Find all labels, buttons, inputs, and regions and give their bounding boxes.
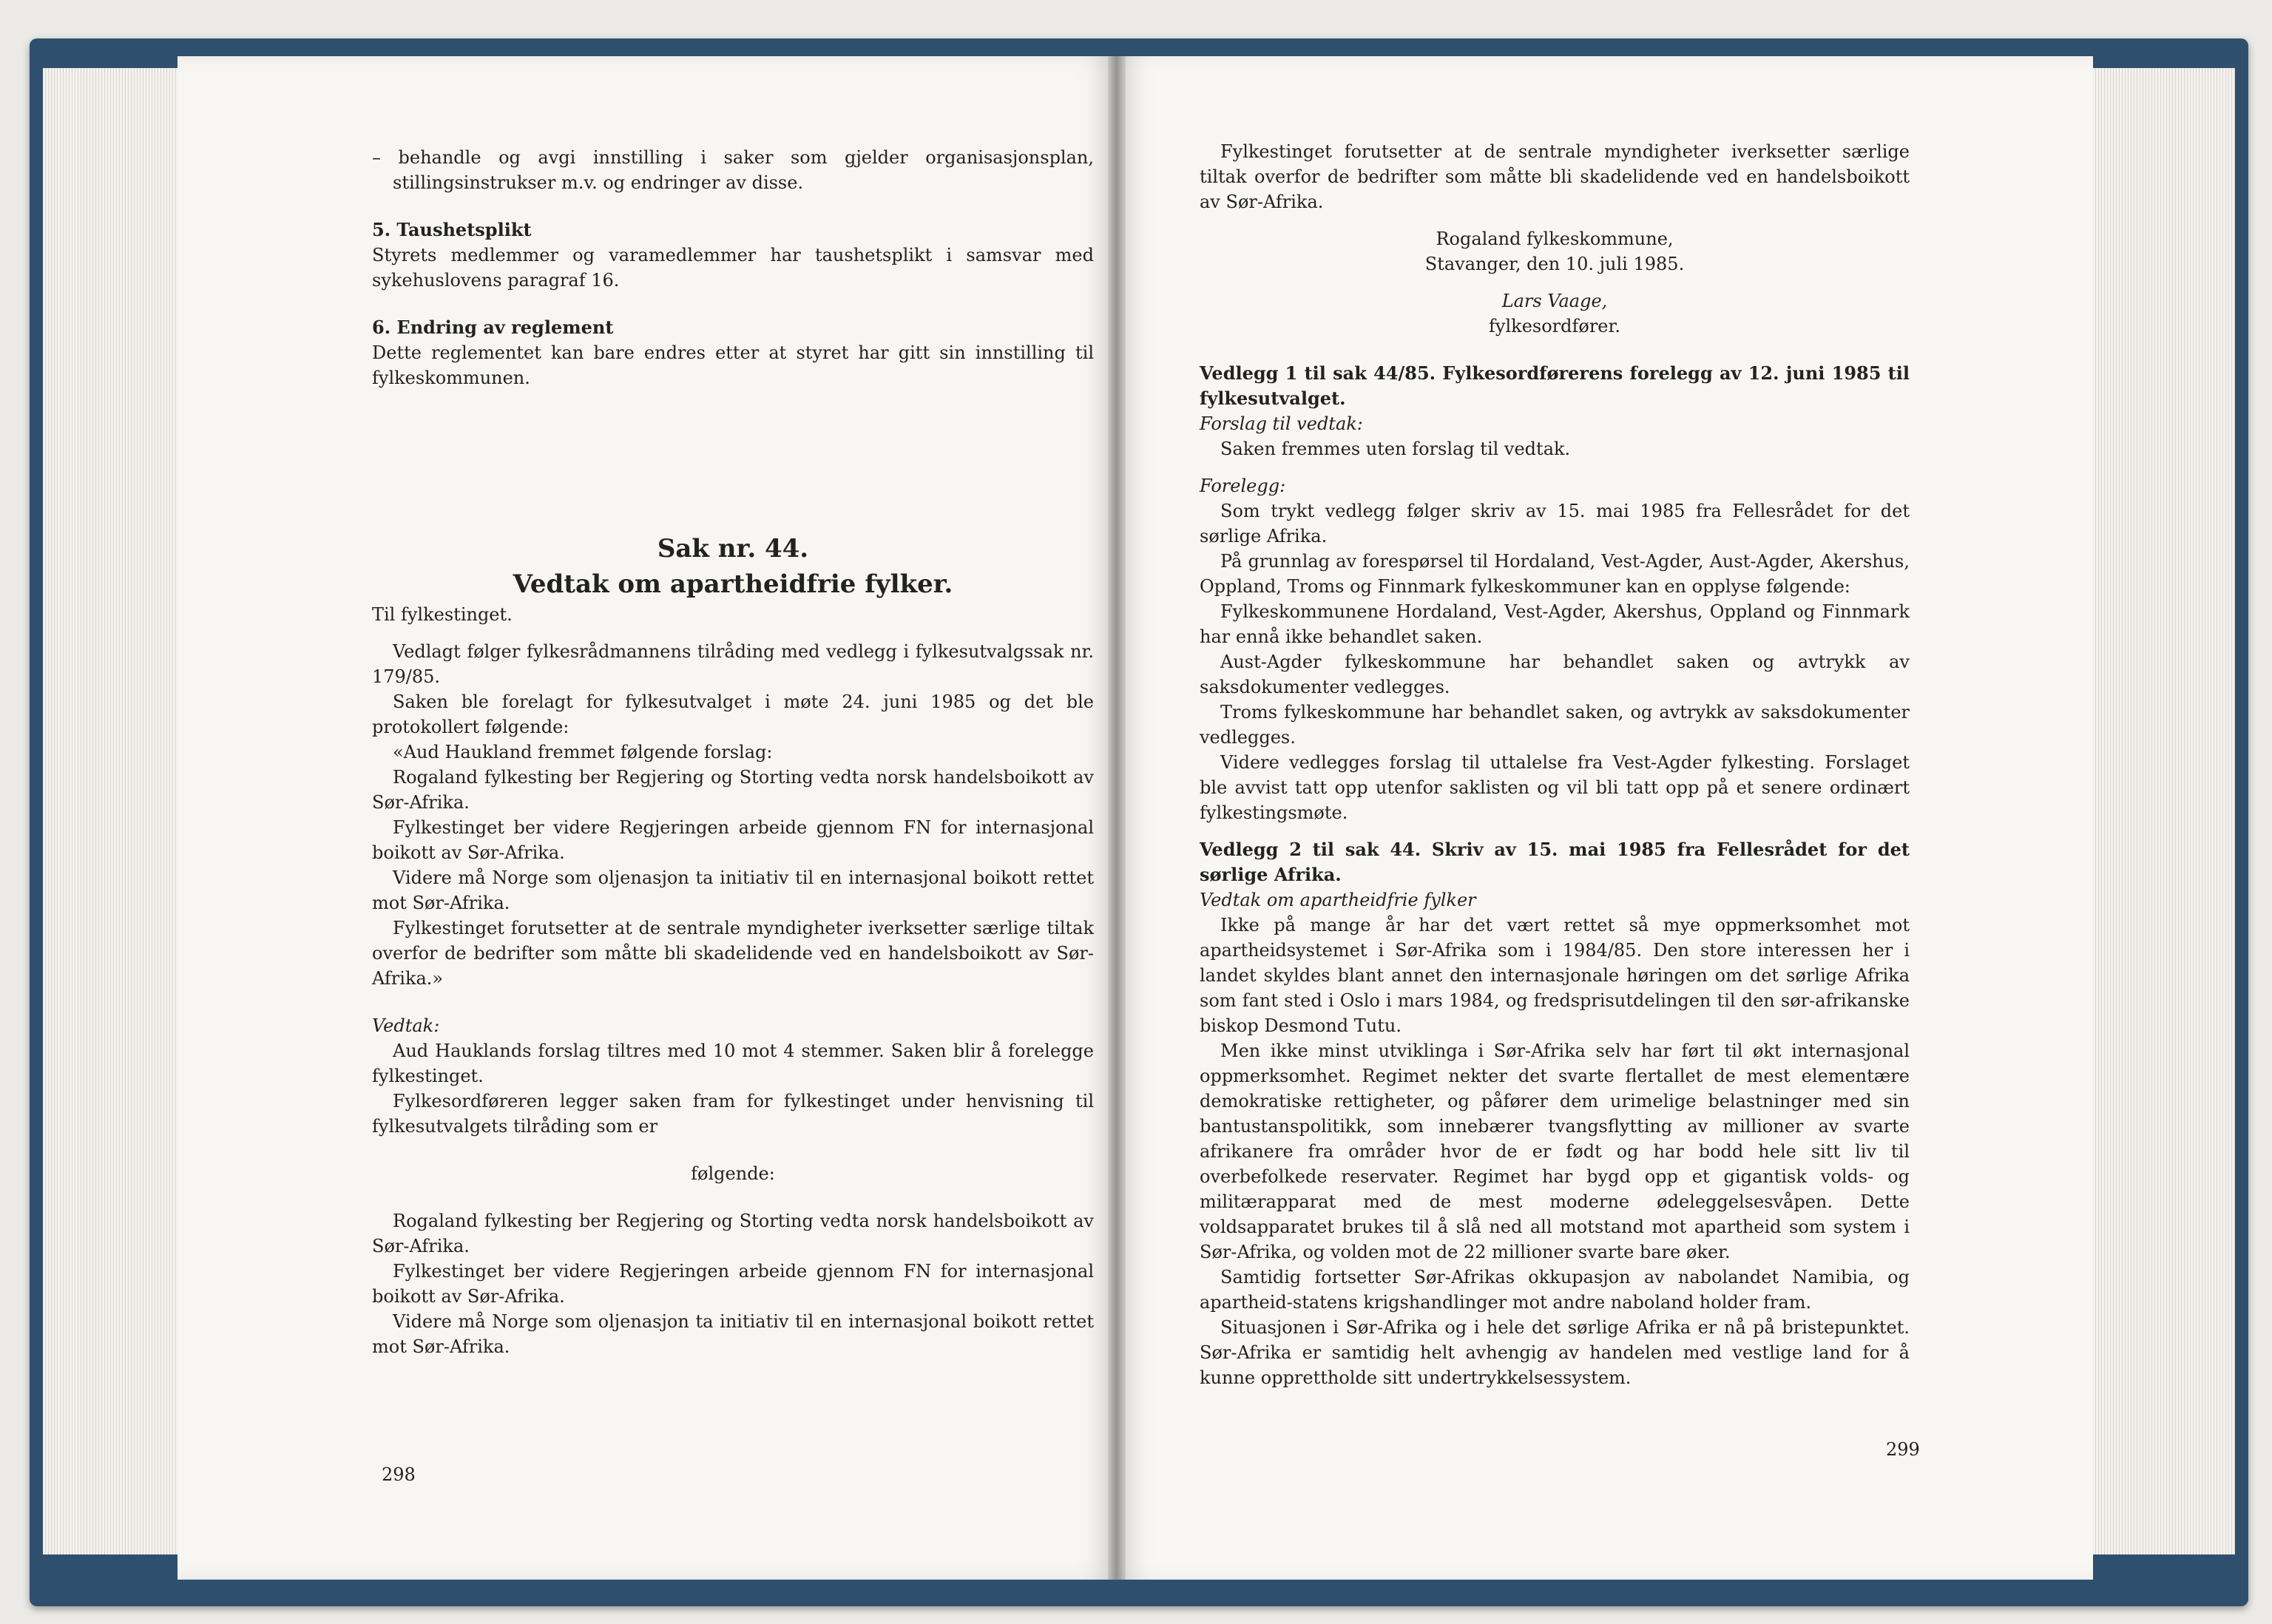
signature-name: Lars Vaage,: [1501, 291, 1608, 311]
paragraph: Videre må Norge som oljenasjon ta initiativ til en internasjonal boikott rettet mot Sør-Afrika.: [372, 867, 1094, 913]
salutation: Til fylkestinget.: [372, 604, 513, 625]
section-heading: 5. Taushetsplikt: [372, 219, 532, 240]
page-edges-left: [43, 68, 191, 1554]
section-heading: 6. Endring av reglement: [372, 317, 614, 338]
signature-place-date: Stavanger, den 10. juli 1985.: [1424, 254, 1685, 274]
paragraph: Samtidig fortsetter Sør-Afrikas okkupasjon av nabolandet Namibia, og apartheid-statens krigshandlinger mot andre naboland holder fram.: [1200, 1267, 1910, 1313]
paragraph: Aust-Agder fylkeskommune har behandlet saken og avtrykk av saksdokumenter vedlegges.: [1200, 652, 1910, 697]
case-subtitle: Vedtak om apartheidfrie fylker.: [513, 569, 953, 599]
paragraph: Saken ble forelagt for fylkesutvalget i møte 24. juni 1985 og det ble protokollert følgende:: [372, 691, 1094, 737]
paragraph: Videre vedlegges forslag til uttalelse fra Vest-Agder fylkesting. Forslaget ble avvist tatt opp utenfor saklisten og vil bli tatt opp på et senere ordinært fylkestingsmøte.: [1200, 752, 1910, 823]
paragraph: «Aud Haukland fremmet følgende forslag:: [393, 742, 773, 762]
paragraph: Fylkestinget forutsetter at de sentrale myndigheter iverksetter særlige tiltak overfor de bedrifter som måtte bli skadelidende ved en handelsboikott av Sør-Afrika.»: [372, 918, 1094, 989]
page-edges-right: [2078, 68, 2235, 1554]
appendix-2-heading: Vedlegg 2 til sak 44. Skriv av 15. mai 1985 fra Fellesrådet for det sørlige Afrika.: [1200, 839, 1910, 885]
paragraph: Vedlagt følger fylkesrådmannens tilråding med vedlegg i fylkesutvalgssak nr. 179/85.: [372, 641, 1094, 687]
paragraph: Rogaland fylkesting ber Regjering og Storting vedta norsk handelsboikott av Sør-Afrika.: [372, 767, 1094, 813]
paragraph: Fylkestinget ber videre Regjeringen arbeide gjennom FN for internasjonal boikott av Sør-Afrika.: [372, 817, 1094, 863]
page-number-right: 299: [1886, 1439, 1920, 1460]
paragraph: Saken fremmes uten forslag til vedtak.: [1220, 439, 1571, 459]
signature-block: [1200, 226, 1910, 339]
appendix-1-heading: Vedlegg 1 til sak 44/85. Fylkesordførerens forelegg av 12. juni 1985 til fylkesutvalget.: [1200, 362, 1910, 409]
paragraph: Fylkesordføreren legger saken fram for fylkestinget under henvisning til fylkesutvalgets tilråding som er: [372, 1091, 1094, 1137]
left-page-text: [372, 145, 1094, 1359]
book-gutter: [1108, 56, 1126, 1580]
paragraph: Troms fylkeskommune har behandlet saken, og avtrykk av saksdokumenter vedlegges.: [1200, 702, 1910, 748]
paragraph: Som trykt vedlegg følger skriv av 15. mai 1985 fra Fellesrådet for det sørlige Afrika.: [1200, 501, 1910, 547]
page-number-left: 298: [382, 1464, 416, 1485]
paragraph: Fylkeskommunene Hordaland, Vest-Agder, Akershus, Oppland og Finnmark har ennå ikke behandlet saken.: [1200, 601, 1910, 647]
signature-org: Rogaland fylkeskommune,: [1436, 229, 1674, 249]
paragraph: Fylkestinget forutsetter at de sentrale myndigheter iverksetter særlige tiltak overfor de bedrifter som måtte bli skadelidende ved en handelsboikott av Sør-Afrika.: [1200, 141, 1910, 212]
paragraph: Situasjonen i Sør-Afrika og i hele det sørlige Afrika er nå på bristepunktet. Sør-Afrika er samtidig helt avhengig av handelen med vestlige land for å kunne opprettholde sitt undertrykkelsessystem.: [1200, 1317, 1910, 1388]
folgende-label: følgende:: [691, 1163, 775, 1184]
paragraph: Fylkestinget ber videre Regjeringen arbeide gjennom FN for internasjonal boikott av Sør-Afrika.: [372, 1261, 1094, 1307]
appendix-2-subtitle: Vedtak om apartheidfrie fylker: [1200, 890, 1476, 910]
signature-title: fylkesordfører.: [1489, 316, 1620, 336]
paragraph: Videre må Norge som oljenasjon ta initiativ til en internasjonal boikott rettet mot Sør-Afrika.: [372, 1311, 1094, 1357]
paragraph: Styrets medlemmer og varamedlemmer har taushetsplikt i samsvar med sykehuslovens paragraf 16.: [372, 245, 1094, 291]
paragraph: Aud Hauklands forslag tiltres med 10 mot 4 stemmer. Saken blir å forelegge fylkestinget.: [372, 1041, 1094, 1086]
paragraph: Dette reglementet kan bare endres etter at styret har gitt sin innstilling til fylkeskommunen.: [372, 342, 1094, 388]
right-page-text: [1200, 139, 1910, 1390]
paragraph: Ikke på mange år har det vært rettet så mye oppmerksomhet mot apartheidsystemet i Sør-Afrika som i 1984/85. Den store interessen her i landet skyldes blant annet den internasjonale høringen om det sørlige Afrika som fant sted i Oslo i mars 1984, og fredsprisutdelingen til den sør-afrikanske biskop Desmond Tutu.: [1200, 915, 1910, 1036]
paragraph: Men ikke minst utviklinga i Sør-Afrika selv har ført til økt internasjonal oppmerksomhet. Regimet nekter det svarte flertallet de mest elementære demokratiske rettigheter, og påfører dem urimelige belastninger med sin bantustanspolitikk, som innebærer tvangsflytting av millioner av svarte afrikanere fra områder hvor de er født og har bodd hele sitt liv til overbefolkede reservater. Regimet har bygd opp et gigantisk volds- og militærapparat med de mest moderne ødeleggelsesvåpen. Dette voldsapparatet brukes til å slå ned all motstand mot apartheid som system i Sør-Afrika, og volden mot de 22 millioner svarte bare øker.: [1200, 1041, 1910, 1262]
case-title: Sak nr. 44.: [657, 534, 809, 564]
vedtak-label: Vedtak:: [372, 1015, 440, 1036]
forelegg-label: Forelegg:: [1200, 476, 1286, 496]
paragraph: På grunnlag av forespørsel til Hordaland, Vest-Agder, Aust-Agder, Akershus, Oppland, Troms og Finnmark fylkeskommuner kan en opplyse følgende:: [1200, 551, 1910, 597]
intro-list-item: – behandle og avgi innstilling i saker som gjelder organisasjonsplan, stillingsinstrukser m.v. og endringer av disse.: [372, 147, 1094, 193]
paragraph: Rogaland fylkesting ber Regjering og Storting vedta norsk handelsboikott av Sør-Afrika.: [372, 1211, 1094, 1256]
forslag-label: Forslag til vedtak:: [1200, 413, 1363, 434]
